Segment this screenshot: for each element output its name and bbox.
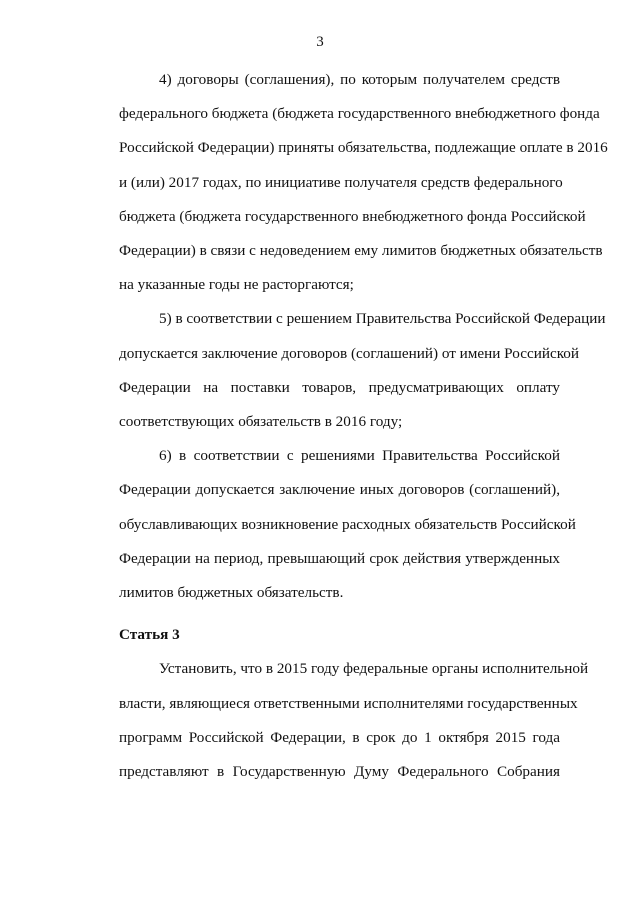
- item-6-paragraph: [79, 439, 576, 610]
- article-3-line: власти, являющиеся ответственными исполнителями государственных: [119, 694, 578, 712]
- article-3-paragraph: [79, 652, 589, 789]
- item-4-line: и (или) 2017 годах, по инициативе получателя средств федерального: [119, 173, 563, 191]
- item-4-line: Федерации) в связи с недоведением ему лимитов бюджетных обязательств: [119, 242, 603, 260]
- item-5-line: соответствующих обязательств в 2016 году;: [119, 413, 403, 431]
- item-5-line: Федерации на поставки товаров, предусматривающих оплату: [119, 378, 560, 396]
- item-4-paragraph: [79, 63, 608, 302]
- item-6-line: Федерации допускается заключение иных договоров (соглашений),: [119, 481, 560, 499]
- item-4-line: бюджета (бюджета государственного внебюджетного фонда Российской: [119, 207, 586, 225]
- item-5-paragraph: [79, 302, 606, 439]
- article-3-line: программ Российской Федерации, в срок до 1 октября 2015 года: [119, 728, 560, 746]
- page-number: 3: [316, 34, 324, 50]
- item-6-line: обуславливающих возникновение расходных обязательств Российской: [119, 515, 576, 533]
- article-3-line: представляют в Государственную Думу Федерального Собрания: [119, 763, 560, 781]
- item-5-line: допускается заключение договоров (соглашений) от имени Российской: [119, 344, 580, 362]
- document-body: [79, 63, 608, 789]
- article-3-line: Установить, что в 2015 году федеральные органы исполнительной: [159, 660, 589, 678]
- item-4-line: федерального бюджета (бюджета государственного внебюджетного фонда: [119, 105, 600, 123]
- item-6-line: Федерации на период, превышающий срок действия утвержденных: [119, 549, 560, 567]
- item-6-line: 6) в соответствии с решениями Правительства Российской: [159, 447, 560, 465]
- item-4-line: Российской Федерации) приняты обязательства, подлежащие оплате в 2016: [119, 139, 608, 157]
- item-5-line: 5) в соответствии с решением Правительства Российской Федерации: [159, 310, 606, 328]
- item-4-line: 4) договоры (соглашения), по которым получателем средств: [159, 71, 560, 88]
- item-4-line: на указанные годы не расторгаются;: [119, 276, 354, 294]
- item-6-line: лимитов бюджетных обязательств.: [119, 584, 344, 602]
- article-heading: Статья 3: [119, 626, 180, 644]
